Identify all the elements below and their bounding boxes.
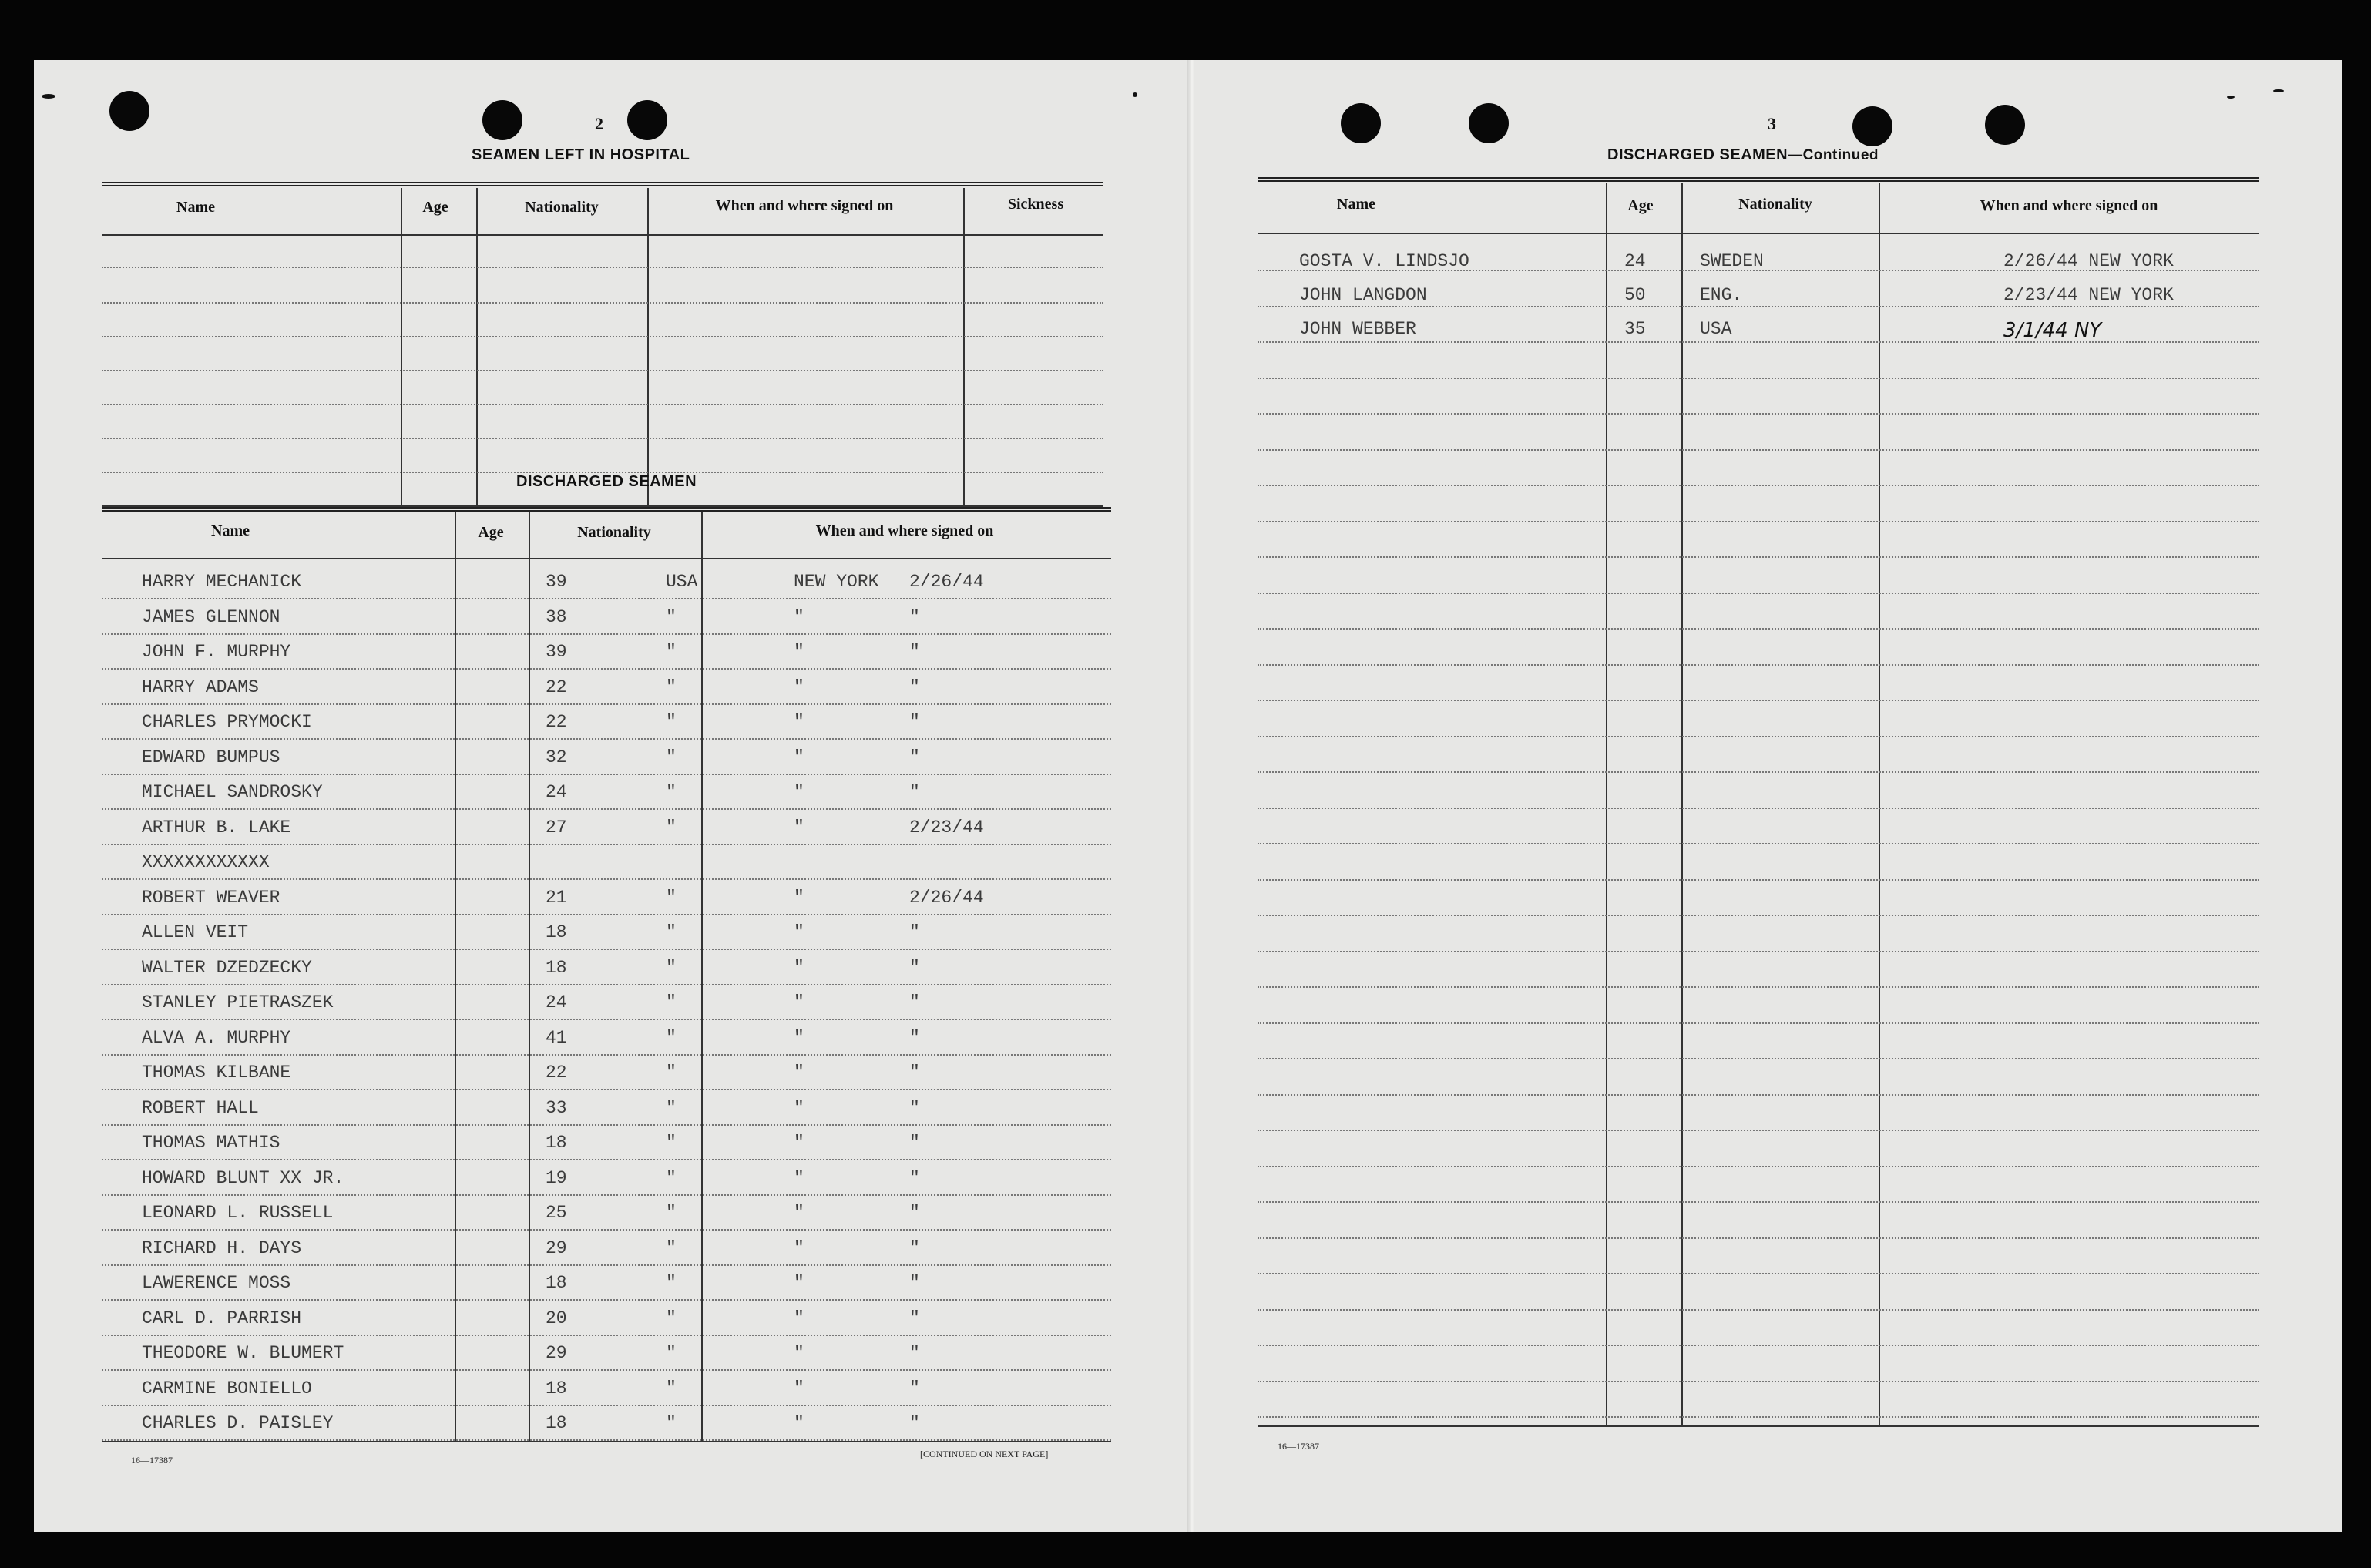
table-row	[1258, 282, 2259, 308]
seaman-age: 22	[546, 712, 567, 732]
signed-on-date: "	[909, 1133, 920, 1153]
signed-on-date: "	[909, 1308, 920, 1328]
punch-hole	[1985, 105, 2025, 145]
row-rule	[1258, 1237, 2259, 1239]
table-bottom-rule	[102, 1441, 1111, 1442]
row-rule	[102, 370, 1103, 371]
row-rule	[102, 1089, 1111, 1090]
seaman-name: CHARLES D. PAISLEY	[142, 1413, 334, 1433]
row-rule	[102, 1159, 1111, 1160]
signed-on: 2/23/44 NEW YORK	[2003, 285, 2174, 305]
seaman-nationality: "	[666, 677, 677, 697]
signed-on-date: "	[909, 1378, 920, 1398]
seaman-age: 19	[546, 1168, 567, 1188]
table-row	[102, 1270, 1111, 1296]
seaman-nationality: "	[666, 747, 677, 767]
seaman-nationality: "	[666, 642, 677, 662]
row-rule	[102, 844, 1111, 845]
seaman-age: 18	[546, 1413, 567, 1433]
row-rule	[1258, 771, 2259, 773]
column-divider	[1681, 183, 1683, 1425]
row-rule	[102, 1194, 1111, 1196]
row-rule	[1258, 593, 2259, 594]
seaman-age: 18	[546, 958, 567, 978]
table-row	[102, 1200, 1111, 1226]
column-divider	[1606, 183, 1607, 1425]
signed-on-date: 2/26/44	[909, 888, 984, 908]
row-rule	[1258, 879, 2259, 881]
signed-on-place: "	[794, 818, 804, 838]
seaman-name: HOWARD BLUNT XX JR.	[142, 1168, 344, 1188]
left-page	[34, 60, 1190, 1532]
row-rule	[1258, 736, 2259, 737]
row-rule	[1258, 951, 2259, 952]
seaman-nationality: ENG.	[1700, 285, 1743, 305]
seaman-nationality: "	[666, 1098, 677, 1118]
seaman-name: CARL D. PARRISH	[142, 1308, 302, 1328]
table-row	[102, 1095, 1111, 1121]
seaman-age: 32	[546, 747, 567, 767]
signed-on-date: "	[909, 1238, 920, 1258]
seaman-name: ROBERT WEAVER	[142, 888, 280, 908]
punch-hole	[482, 100, 522, 140]
seaman-age: 22	[546, 677, 567, 697]
row-rule	[102, 808, 1111, 810]
seaman-name: EDWARD BUMPUS	[142, 747, 280, 767]
seaman-age: 22	[546, 1063, 567, 1083]
seaman-nationality: "	[666, 1378, 677, 1398]
seaman-age: 29	[546, 1343, 567, 1363]
signed-on: 3/1/44 NY	[2003, 319, 2102, 342]
row-rule	[1258, 449, 2259, 451]
table-row	[102, 569, 1111, 595]
signed-on-place: "	[794, 1308, 804, 1328]
seaman-age: 24	[546, 992, 567, 1012]
table-row	[102, 849, 1111, 875]
seaman-nationality: "	[666, 958, 677, 978]
row-rule	[1258, 521, 2259, 522]
row-rule	[1258, 986, 2259, 988]
seaman-nationality: "	[666, 782, 677, 802]
row-rule	[1258, 1416, 2259, 1418]
seaman-name: XXXXXXXXXXXX	[142, 852, 270, 872]
table-row	[102, 1130, 1111, 1156]
table-row	[102, 1375, 1111, 1402]
row-rule	[102, 878, 1111, 880]
row-rule	[1258, 808, 2259, 809]
seaman-name: JOHN F. MURPHY	[142, 642, 291, 662]
row-rule	[1258, 1309, 2259, 1311]
signed-on-date: "	[909, 1028, 920, 1048]
punch-hole	[1341, 103, 1381, 143]
seaman-age: 39	[546, 572, 567, 592]
column-header-nationality: Nationality	[1738, 196, 1812, 213]
seaman-name: JOHN WEBBER	[1299, 319, 1416, 339]
row-rule	[102, 1335, 1111, 1336]
signed-on-date: "	[909, 782, 920, 802]
column-divider	[647, 188, 649, 507]
signed-on-place: "	[794, 922, 804, 942]
column-header-signed-on: When and where signed on	[715, 197, 894, 214]
table-row	[102, 709, 1111, 735]
table-row	[102, 885, 1111, 911]
seaman-nationality: "	[666, 1133, 677, 1153]
discharged-section-title: DISCHARGED SEAMEN	[516, 473, 697, 490]
row-rule	[102, 1369, 1111, 1371]
row-rule	[102, 1054, 1111, 1056]
form-number: 16—17387	[131, 1455, 173, 1466]
signed-on-place: "	[794, 677, 804, 697]
seaman-age: 20	[546, 1308, 567, 1328]
table-top-rule	[1258, 177, 2259, 182]
form-number: 16—17387	[1278, 1441, 1319, 1452]
row-rule	[102, 336, 1103, 337]
row-rule	[102, 738, 1111, 740]
row-rule	[102, 438, 1103, 439]
seaman-nationality: USA	[666, 572, 698, 592]
table-row	[102, 1059, 1111, 1086]
ink-speck	[2273, 89, 2284, 92]
table-row	[102, 814, 1111, 841]
header-rule	[102, 234, 1103, 236]
row-rule	[102, 267, 1103, 268]
ink-speck	[1133, 92, 1137, 97]
signed-on-date: "	[909, 1203, 920, 1223]
seaman-name: JAMES GLENNON	[142, 607, 280, 627]
table-top-rule	[102, 507, 1111, 512]
signed-on-place: "	[794, 1273, 804, 1293]
hospital-section-title: SEAMEN LEFT IN HOSPITAL	[472, 146, 690, 163]
seaman-age: 41	[546, 1028, 567, 1048]
seaman-age: 24	[546, 782, 567, 802]
signed-on-place: "	[794, 1238, 804, 1258]
signed-on-place: "	[794, 1378, 804, 1398]
seaman-nationality: "	[666, 712, 677, 732]
column-header-nationality: Nationality	[577, 524, 651, 541]
signed-on-place: "	[794, 1413, 804, 1433]
column-header-name: Name	[176, 199, 215, 216]
signed-on-place: "	[794, 712, 804, 732]
seaman-age: 29	[546, 1238, 567, 1258]
column-divider	[401, 188, 402, 507]
page-number: 3	[1768, 114, 1776, 133]
signed-on-place: "	[794, 1203, 804, 1223]
seaman-age: 21	[546, 888, 567, 908]
seaman-name: MICHAEL SANDROSKY	[142, 782, 323, 802]
row-rule	[102, 1405, 1111, 1406]
seaman-name: LAWERENCE MOSS	[142, 1273, 291, 1293]
signed-on-date: "	[909, 642, 920, 662]
row-rule	[1258, 556, 2259, 558]
row-rule	[102, 1019, 1111, 1020]
seaman-name: THOMAS MATHIS	[142, 1133, 280, 1153]
seaman-name: ALLEN VEIT	[142, 922, 249, 942]
seaman-name: HARRY MECHANICK	[142, 572, 302, 592]
signed-on-place: "	[794, 1133, 804, 1153]
header-rule	[102, 558, 1111, 559]
column-header-nationality: Nationality	[525, 199, 599, 216]
section-title-main: DISCHARGED SEAMEN	[1607, 146, 1788, 163]
column-header-sickness: Sickness	[1007, 196, 1064, 213]
signed-on-date: "	[909, 747, 920, 767]
table-row	[102, 779, 1111, 805]
seaman-age: 39	[546, 642, 567, 662]
row-rule	[1258, 1381, 2259, 1382]
column-divider	[1879, 183, 1880, 1425]
row-rule	[1258, 843, 2259, 844]
punch-hole	[109, 91, 149, 131]
ink-speck	[2227, 96, 2235, 99]
signed-on-date: "	[909, 1273, 920, 1293]
signed-on-place: "	[794, 607, 804, 627]
row-rule	[1258, 1345, 2259, 1346]
signed-on-place: "	[794, 992, 804, 1012]
section-title	[1607, 146, 1879, 164]
seaman-nationality: "	[666, 1413, 677, 1433]
row-rule	[1258, 664, 2259, 666]
seaman-name: GOSTA V. LINDSJO	[1299, 251, 1469, 271]
seaman-nationality: USA	[1700, 319, 1732, 339]
row-rule	[102, 1299, 1111, 1301]
seaman-name: RICHARD H. DAYS	[142, 1238, 302, 1258]
seaman-name: LEONARD L. RUSSELL	[142, 1203, 334, 1223]
table-row	[1258, 248, 2259, 274]
table-row	[102, 639, 1111, 665]
column-header-signed-on: When and where signed on	[1980, 197, 2158, 214]
row-rule	[102, 302, 1103, 304]
seaman-age: 38	[546, 607, 567, 627]
row-rule	[1258, 1273, 2259, 1274]
row-rule	[1258, 413, 2259, 415]
table-row	[102, 744, 1111, 771]
signed-on-place: "	[794, 747, 804, 767]
signed-on-date: 2/26/44	[909, 572, 984, 592]
signed-on-place: "	[794, 1098, 804, 1118]
seaman-nationality: "	[666, 922, 677, 942]
row-rule	[1258, 700, 2259, 701]
signed-on-date: "	[909, 922, 920, 942]
table-row	[102, 919, 1111, 945]
signed-on: 2/26/44 NEW YORK	[2003, 251, 2174, 271]
row-rule	[1258, 915, 2259, 916]
column-header-name: Name	[1337, 196, 1375, 213]
row-rule	[102, 1124, 1111, 1126]
row-rule	[1258, 1094, 2259, 1096]
seaman-nationality: "	[666, 1063, 677, 1083]
seaman-age: 33	[546, 1098, 567, 1118]
row-rule	[1258, 1201, 2259, 1203]
row-rule	[102, 598, 1111, 599]
signed-on-date: "	[909, 1343, 920, 1363]
table-row	[102, 1235, 1111, 1261]
column-header-age: Age	[422, 199, 448, 216]
seaman-age: 50	[1624, 285, 1646, 305]
seaman-nationality: "	[666, 1168, 677, 1188]
row-rule	[102, 668, 1111, 670]
table-bottom-rule	[1258, 1425, 2259, 1427]
signed-on-place: "	[794, 958, 804, 978]
column-header-signed-on: When and where signed on	[815, 522, 994, 539]
seaman-name: HARRY ADAMS	[142, 677, 259, 697]
seaman-age: 18	[546, 1273, 567, 1293]
table-row	[102, 1410, 1111, 1436]
seaman-name: WALTER DZEDZECKY	[142, 958, 312, 978]
seaman-nationality: "	[666, 1273, 677, 1293]
section-title-continued: —Continued	[1788, 147, 1879, 163]
row-rule	[1258, 1022, 2259, 1024]
signed-on-place: "	[794, 1063, 804, 1083]
signed-on-date: "	[909, 712, 920, 732]
seaman-age: 18	[546, 1133, 567, 1153]
seaman-age: 18	[546, 922, 567, 942]
signed-on-place: "	[794, 642, 804, 662]
punch-hole	[1852, 106, 1892, 146]
row-rule	[102, 703, 1111, 705]
row-rule	[1258, 1058, 2259, 1059]
seaman-nationality: SWEDEN	[1700, 251, 1764, 271]
table-row	[102, 1305, 1111, 1331]
seaman-age: 18	[546, 1378, 567, 1398]
seaman-nationality: "	[666, 1238, 677, 1258]
seaman-nationality: "	[666, 1343, 677, 1363]
seaman-name: ROBERT HALL	[142, 1098, 259, 1118]
column-divider	[476, 188, 478, 507]
table-row	[102, 674, 1111, 700]
seaman-name: JOHN LANGDON	[1299, 285, 1427, 305]
table-row	[102, 604, 1111, 630]
page-number: 2	[595, 114, 603, 133]
signed-on-place: "	[794, 1028, 804, 1048]
signed-on-date: "	[909, 607, 920, 627]
signed-on-place: "	[794, 1343, 804, 1363]
signed-on-date: "	[909, 1413, 920, 1433]
row-rule	[1258, 1166, 2259, 1167]
row-rule	[102, 984, 1111, 985]
column-header-age: Age	[478, 524, 504, 541]
seaman-name: CHARLES PRYMOCKI	[142, 712, 312, 732]
signed-on-place: NEW YORK	[794, 572, 879, 592]
row-rule	[102, 404, 1103, 405]
table-row	[102, 955, 1111, 981]
column-divider	[963, 188, 965, 507]
seaman-name: ALVA A. MURPHY	[142, 1028, 291, 1048]
row-rule	[102, 1264, 1111, 1266]
signed-on-date: "	[909, 1168, 920, 1188]
table-row	[102, 1340, 1111, 1366]
table-row	[102, 1165, 1111, 1191]
table-row	[1258, 316, 2259, 342]
row-rule	[102, 1229, 1111, 1231]
seaman-nationality: "	[666, 818, 677, 838]
ink-speck	[42, 94, 55, 99]
row-rule	[102, 914, 1111, 915]
row-rule	[102, 949, 1111, 950]
table-row	[102, 1025, 1111, 1051]
seaman-age: 25	[546, 1203, 567, 1223]
signed-on-date: "	[909, 992, 920, 1012]
right-page	[1194, 60, 2342, 1532]
column-header-name: Name	[211, 522, 250, 539]
signed-on-place: "	[794, 782, 804, 802]
table-top-rule	[102, 182, 1103, 186]
punch-hole	[1469, 103, 1509, 143]
signed-on-date: "	[909, 1063, 920, 1083]
seaman-nationality: "	[666, 1203, 677, 1223]
seaman-age: 27	[546, 818, 567, 838]
signed-on-date: "	[909, 1098, 920, 1118]
seaman-name: THEODORE W. BLUMERT	[142, 1343, 344, 1363]
continued-note: [CONTINUED ON NEXT PAGE]	[920, 1449, 1049, 1459]
row-rule	[102, 774, 1111, 775]
signed-on-date: "	[909, 677, 920, 697]
signed-on-place: "	[794, 888, 804, 908]
signed-on-place: "	[794, 1168, 804, 1188]
seaman-nationality: "	[666, 1308, 677, 1328]
row-rule	[1258, 628, 2259, 630]
row-rule	[1258, 485, 2259, 486]
seaman-nationality: "	[666, 1028, 677, 1048]
header-rule	[1258, 233, 2259, 234]
seaman-name: THOMAS KILBANE	[142, 1063, 291, 1083]
seaman-age: 35	[1624, 319, 1646, 339]
seaman-nationality: "	[666, 888, 677, 908]
seaman-name: CARMINE BONIELLO	[142, 1378, 312, 1398]
seaman-name: STANLEY PIETRASZEK	[142, 992, 334, 1012]
table-row	[102, 989, 1111, 1016]
signed-on-date: 2/23/44	[909, 818, 984, 838]
seaman-nationality: "	[666, 992, 677, 1012]
punch-hole	[627, 100, 667, 140]
column-header-age: Age	[1627, 197, 1654, 214]
row-rule	[1258, 1130, 2259, 1131]
row-rule	[102, 633, 1111, 635]
seaman-age: 24	[1624, 251, 1646, 271]
signed-on-date: "	[909, 958, 920, 978]
seaman-name: ARTHUR B. LAKE	[142, 818, 291, 838]
row-rule	[1258, 378, 2259, 379]
seaman-nationality: "	[666, 607, 677, 627]
